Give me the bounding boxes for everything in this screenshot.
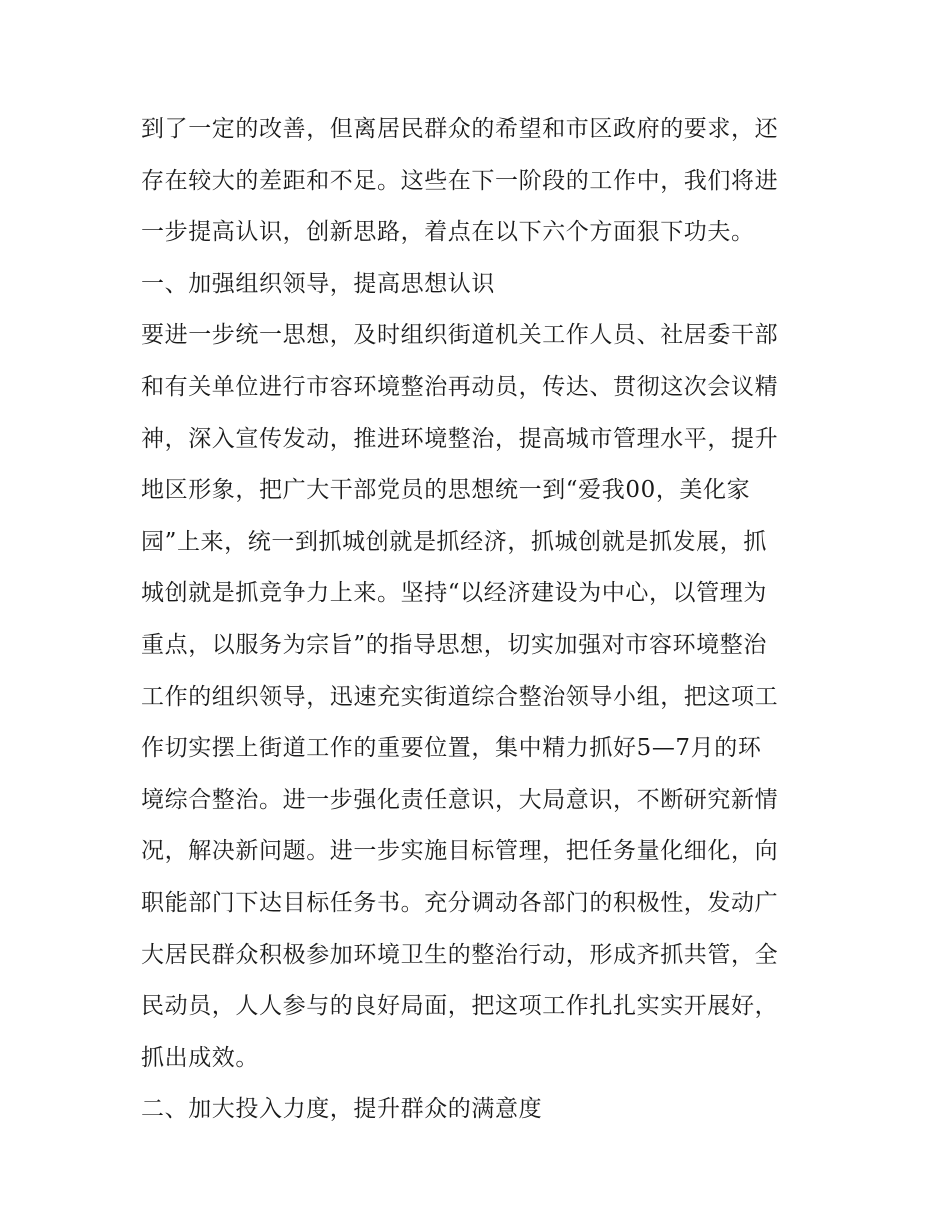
text-line: 要进一步统一思想，及时组织街道机关工作人员、社居委干部 (141, 322, 779, 349)
section-heading-1: 一、加强组织领导，提高思想认识 (141, 270, 495, 297)
text-line: 城创就是抓竞争力上来。坚持“以经济建设为中心，以管理为 (141, 580, 767, 607)
text-line: 存在较大的差距和不足。这些在下一阶段的工作中，我们将进 (141, 167, 779, 194)
text-line: 工作的组织领导，迅速充实街道综合整治领导小组，把这项工 (141, 683, 779, 710)
document-body (141, 104, 821, 1136)
text-line: 境综合整治。进一步强化责任意识，大局意识，不断研究新情 (141, 786, 779, 813)
text-line: 到了一定的改善，但离居民群众的希望和市区政府的要求，还 (141, 116, 779, 142)
section-heading-2: 二、加大投入力度，提升群众的满意度 (141, 1096, 543, 1123)
text-line: 神，深入宣传发动，推进环境整治，提高城市管理水平，提升 (141, 425, 779, 452)
text-line: 和有关单位进行市容环境整治再动员，传达、贯彻这次会议精 (141, 373, 779, 400)
text-line: 重点，以服务为宗旨”的指导思想，切实加强对市容环境整治 (141, 631, 767, 658)
text-line: 一步提高认识，创新思路，着点在以下六个方面狠下功夫。 (141, 219, 755, 246)
text-line: 抓出成效。 (141, 1044, 259, 1071)
text-line: 职能部门下达目标任务书。充分调动各部门的积极性，发动广 (141, 889, 779, 916)
text-line: 民动员，人人参与的良好局面，把这项工作扎扎实实开展好， (141, 993, 779, 1020)
text-line: 园”上来，统一到抓城创就是抓经济，抓城创就是抓发展，抓 (141, 528, 767, 555)
text-line: 况，解决新问题。进一步实施目标管理，把任务量化细化，向 (141, 838, 779, 865)
text-line: 作切实摆上街道工作的重要位置，集中精力抓好5—7月的环 (141, 735, 762, 762)
text-line: 大居民群众积极参加环境卫生的整治行动，形成齐抓共管，全 (141, 941, 779, 968)
text-line: 地区形象，把广大干部党员的思想统一到“爱我00，美化家 (141, 477, 751, 504)
